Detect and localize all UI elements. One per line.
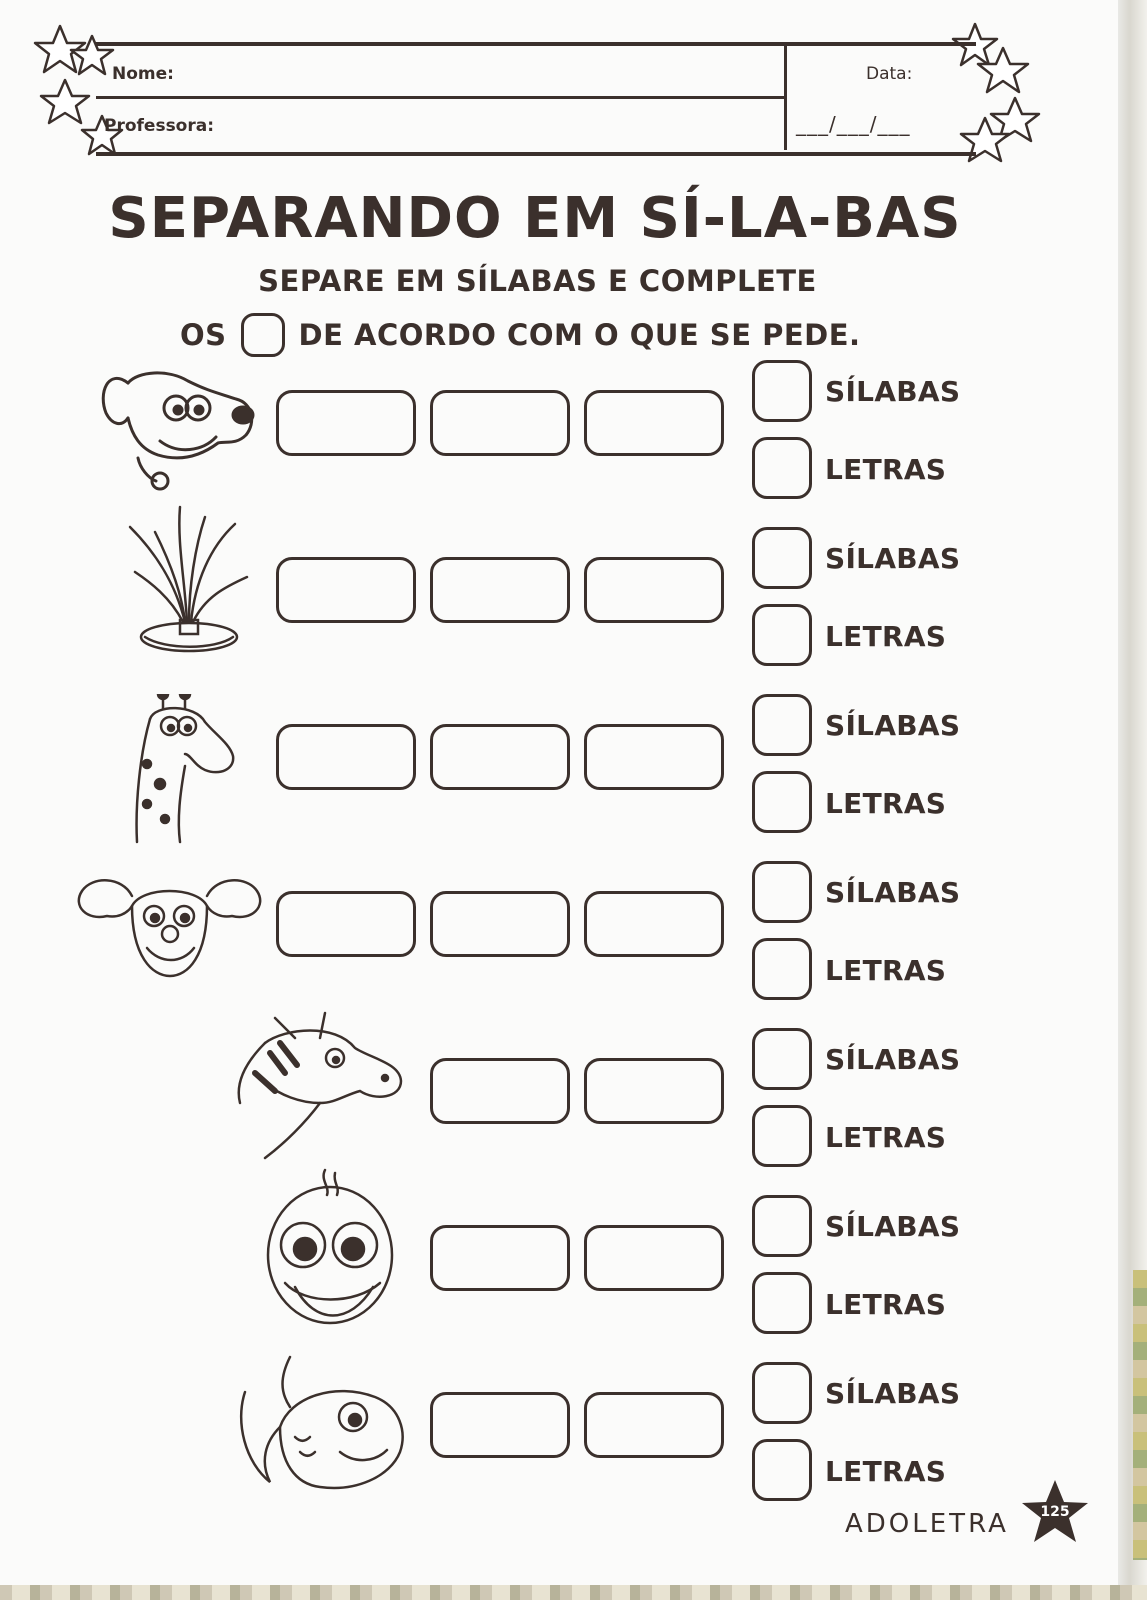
nome-label: Nome: [112,64,174,84]
syllable-box-1[interactable] [430,1392,570,1458]
syllable-box-1[interactable] [430,1058,570,1124]
syllable-box-2[interactable] [584,1058,724,1124]
syllable-box-1[interactable] [276,724,416,790]
exercise-row-dog [0,355,1147,515]
syllable-box-3[interactable] [584,724,724,790]
letter-count-box[interactable] [752,1439,812,1501]
syllable-box-1[interactable] [276,891,416,957]
page-number: 125 [1040,1504,1070,1520]
letter-count-box[interactable] [752,938,812,1000]
header-divider-line [96,96,786,99]
exercise-row-zebra [0,1023,1147,1183]
plant-picture [125,502,255,662]
letter-count-box[interactable] [752,771,812,833]
silabas-label: SÍLABAS [825,375,961,408]
syllable-count-box[interactable] [752,861,812,923]
exercise-row-duck [0,1190,1147,1350]
exercise-row-clown [0,856,1147,1016]
data-label: Data: [866,64,913,84]
letras-label: LETRAS [825,1288,947,1321]
silabas-label: SÍLABAS [825,1377,961,1410]
syllable-box-3[interactable] [584,891,724,957]
syllable-box-1[interactable] [276,557,416,623]
exercise-row-fish [0,1357,1147,1517]
silabas-label: SÍLABAS [825,709,961,742]
letras-label: LETRAS [825,453,947,486]
silabas-label: SÍLABAS [825,542,961,575]
instruction-line-1: SEPARE EM SÍLABAS E COMPLETE [258,264,817,298]
letter-count-box[interactable] [752,437,812,499]
silabas-label: SÍLABAS [825,1043,961,1076]
syllable-box-1[interactable] [276,390,416,456]
syllable-count-box[interactable] [752,360,812,422]
dog-picture [98,363,258,493]
header-form [96,42,976,156]
syllable-box-2[interactable] [584,1225,724,1291]
letras-label: LETRAS [825,620,947,653]
letter-count-box[interactable] [752,604,812,666]
example-box [241,313,285,357]
header-vertical-divider [784,46,787,150]
letras-label: LETRAS [825,787,947,820]
giraffe-picture [125,694,240,844]
syllable-box-2[interactable] [430,557,570,623]
instruction-rest: DE ACORDO COM O QUE SE PEDE. [298,318,861,352]
silabas-label: SÍLABAS [825,1210,961,1243]
letter-count-box[interactable] [752,1105,812,1167]
syllable-box-2[interactable] [430,891,570,957]
duck-picture [255,1165,405,1330]
syllable-box-3[interactable] [584,557,724,623]
syllable-count-box[interactable] [752,527,812,589]
syllable-box-2[interactable] [430,390,570,456]
letras-label: LETRAS [825,954,947,987]
letter-count-box[interactable] [752,1272,812,1334]
date-blanks: ___/___/___ [796,112,911,136]
silabas-label: SÍLABAS [825,876,961,909]
instruction-line-2 [180,313,861,357]
bottom-page-strip [0,1585,1147,1600]
syllable-box-2[interactable] [584,1392,724,1458]
page-title: SEPARANDO EM SÍ-LA-BAS [108,186,962,251]
professora-label: Professora: [104,116,215,136]
clown-picture [72,866,267,986]
exercise-row-giraffe [0,689,1147,849]
syllable-box-3[interactable] [584,390,724,456]
syllable-count-box[interactable] [752,1362,812,1424]
fish-picture [235,1352,410,1497]
exercise-row-plant [0,522,1147,682]
zebra-picture [225,1003,405,1163]
syllable-count-box[interactable] [752,694,812,756]
syllable-count-box[interactable] [752,1028,812,1090]
syllable-box-1[interactable] [430,1225,570,1291]
syllable-box-2[interactable] [430,724,570,790]
letras-label: LETRAS [825,1455,947,1488]
brand-logo-text: ADOLETRA [845,1509,1009,1539]
letras-label: LETRAS [825,1121,947,1154]
instruction-os: OS [180,318,227,352]
syllable-count-box[interactable] [752,1195,812,1257]
